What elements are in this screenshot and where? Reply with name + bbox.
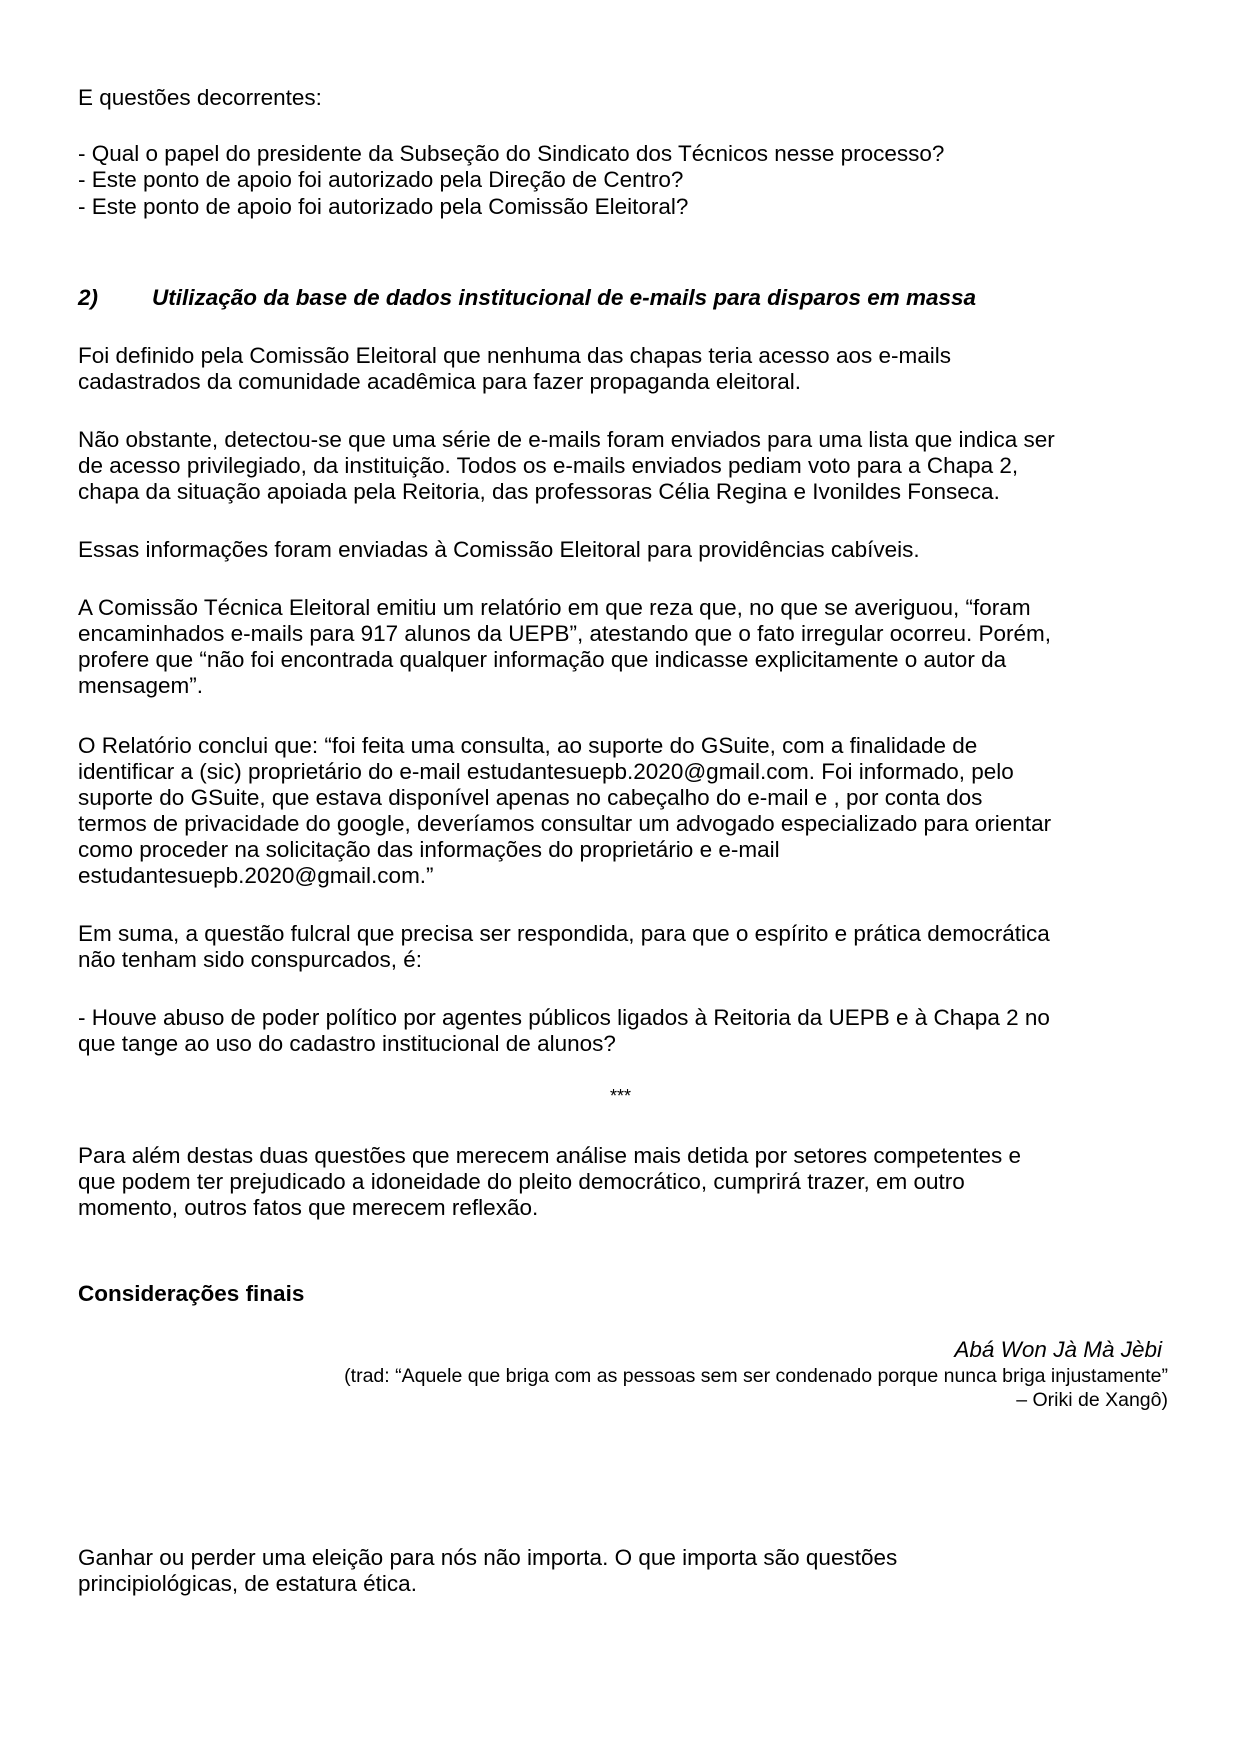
paragraph-line: de acesso privilegiado, da instituição. Todos os e-mails enviados pediam voto para a Chapa 2,: [78, 453, 1019, 478]
paragraph-line: Essas informações foram enviadas à Comissão Eleitoral para providências cabíveis.: [78, 537, 920, 562]
paragraph-line: momento, outros fatos que merecem reflexão.: [78, 1195, 539, 1220]
paragraph-line: chapa da situação apoiada pela Reitoria, das professoras Célia Regina e Ivonildes Fonseca.: [78, 479, 1000, 504]
paragraph-line: - Houve abuso de poder político por agentes públicos ligados à Reitoria da UEPB e à Chapa 2 no: [78, 1005, 1050, 1030]
paragraph-line: principiológicas, de estatura ética.: [78, 1571, 417, 1596]
paragraph-line: suporte do GSuite, que estava disponível apenas no cabeçalho do e-mail e , por conta dos: [78, 785, 983, 810]
paragraph-line: profere que “não foi encontrada qualquer informação que indicasse explicitamente o autor da: [78, 647, 1007, 672]
epigraph-attribution: – Oriki de Xangô): [1016, 1389, 1168, 1411]
paragraph-line: que podem ter prejudicado a idoneidade do pleito democrático, cumprirá trazer, em outro: [78, 1169, 965, 1194]
paragraph-line: estudantesuepb.2020@gmail.com.”: [78, 863, 434, 888]
paragraph-line: O Relatório conclui que: “foi feita uma consulta, ao suporte do GSuite, com a finalidade de: [78, 733, 978, 758]
paragraph-line: Em suma, a questão fulcral que precisa ser respondida, para que o espírito e prática democrática: [78, 921, 1050, 946]
paragraph-line: não tenham sido conspurcados, é:: [78, 947, 422, 972]
paragraph-line: encaminhados e-mails para 917 alunos da UEPB”, atestando que o fato irregular ocorreu. Porém,: [78, 621, 1052, 646]
section-number: 2): [78, 285, 99, 310]
paragraph-line: A Comissão Técnica Eleitoral emitiu um relatório em que reza que, no que se averiguou, “foram: [78, 595, 1031, 620]
epigraph-translation: (trad: “Aquele que briga com as pessoas sem ser condenado porque nunca briga injustamente”: [344, 1365, 1168, 1387]
paragraph-line: mensagem”.: [78, 673, 204, 698]
paragraph-line: Foi definido pela Comissão Eleitoral que nenhuma das chapas teria acesso aos e-mails: [78, 343, 951, 368]
paragraph-line: que tange ao uso do cadastro institucional de alunos?: [78, 1031, 616, 1056]
paragraph-line: cadastrados da comunidade acadêmica para fazer propaganda eleitoral.: [78, 369, 801, 394]
intro-lead: E questões decorrentes:: [78, 85, 322, 110]
question-item: - Este ponto de apoio foi autorizado pela Comissão Eleitoral?: [78, 194, 689, 219]
section-title: Utilização da base de dados institucional de e-mails para disparos em massa: [152, 285, 977, 310]
paragraph-line: termos de privacidade do google, deveríamos consultar um advogado especializado para orientar: [78, 811, 1052, 836]
section-separator: ***: [609, 1086, 631, 1106]
paragraph-line: como proceder na solicitação das informações do proprietário e e-mail: [78, 837, 780, 862]
question-item: - Qual o papel do presidente da Subseção do Sindicato dos Técnicos nesse processo?: [78, 141, 945, 166]
epigraph-title: Abá Won Jà Mà Jèbi: [954, 1337, 1162, 1362]
question-item: - Este ponto de apoio foi autorizado pela Direção de Centro?: [78, 167, 684, 192]
paragraph-line: Ganhar ou perder uma eleição para nós não importa. O que importa são questões: [78, 1545, 898, 1570]
paragraph-line: Para além destas duas questões que merecem análise mais detida por setores competentes e: [78, 1143, 1022, 1168]
paragraph-line: Não obstante, detectou-se que uma série de e-mails foram enviados para uma lista que indica ser: [78, 427, 1055, 452]
paragraph-line: identificar a (sic) proprietário do e-mail estudantesuepb.2020@gmail.com. Foi informado, pelo: [78, 759, 1014, 784]
final-section-title: Considerações finais: [78, 1281, 305, 1306]
